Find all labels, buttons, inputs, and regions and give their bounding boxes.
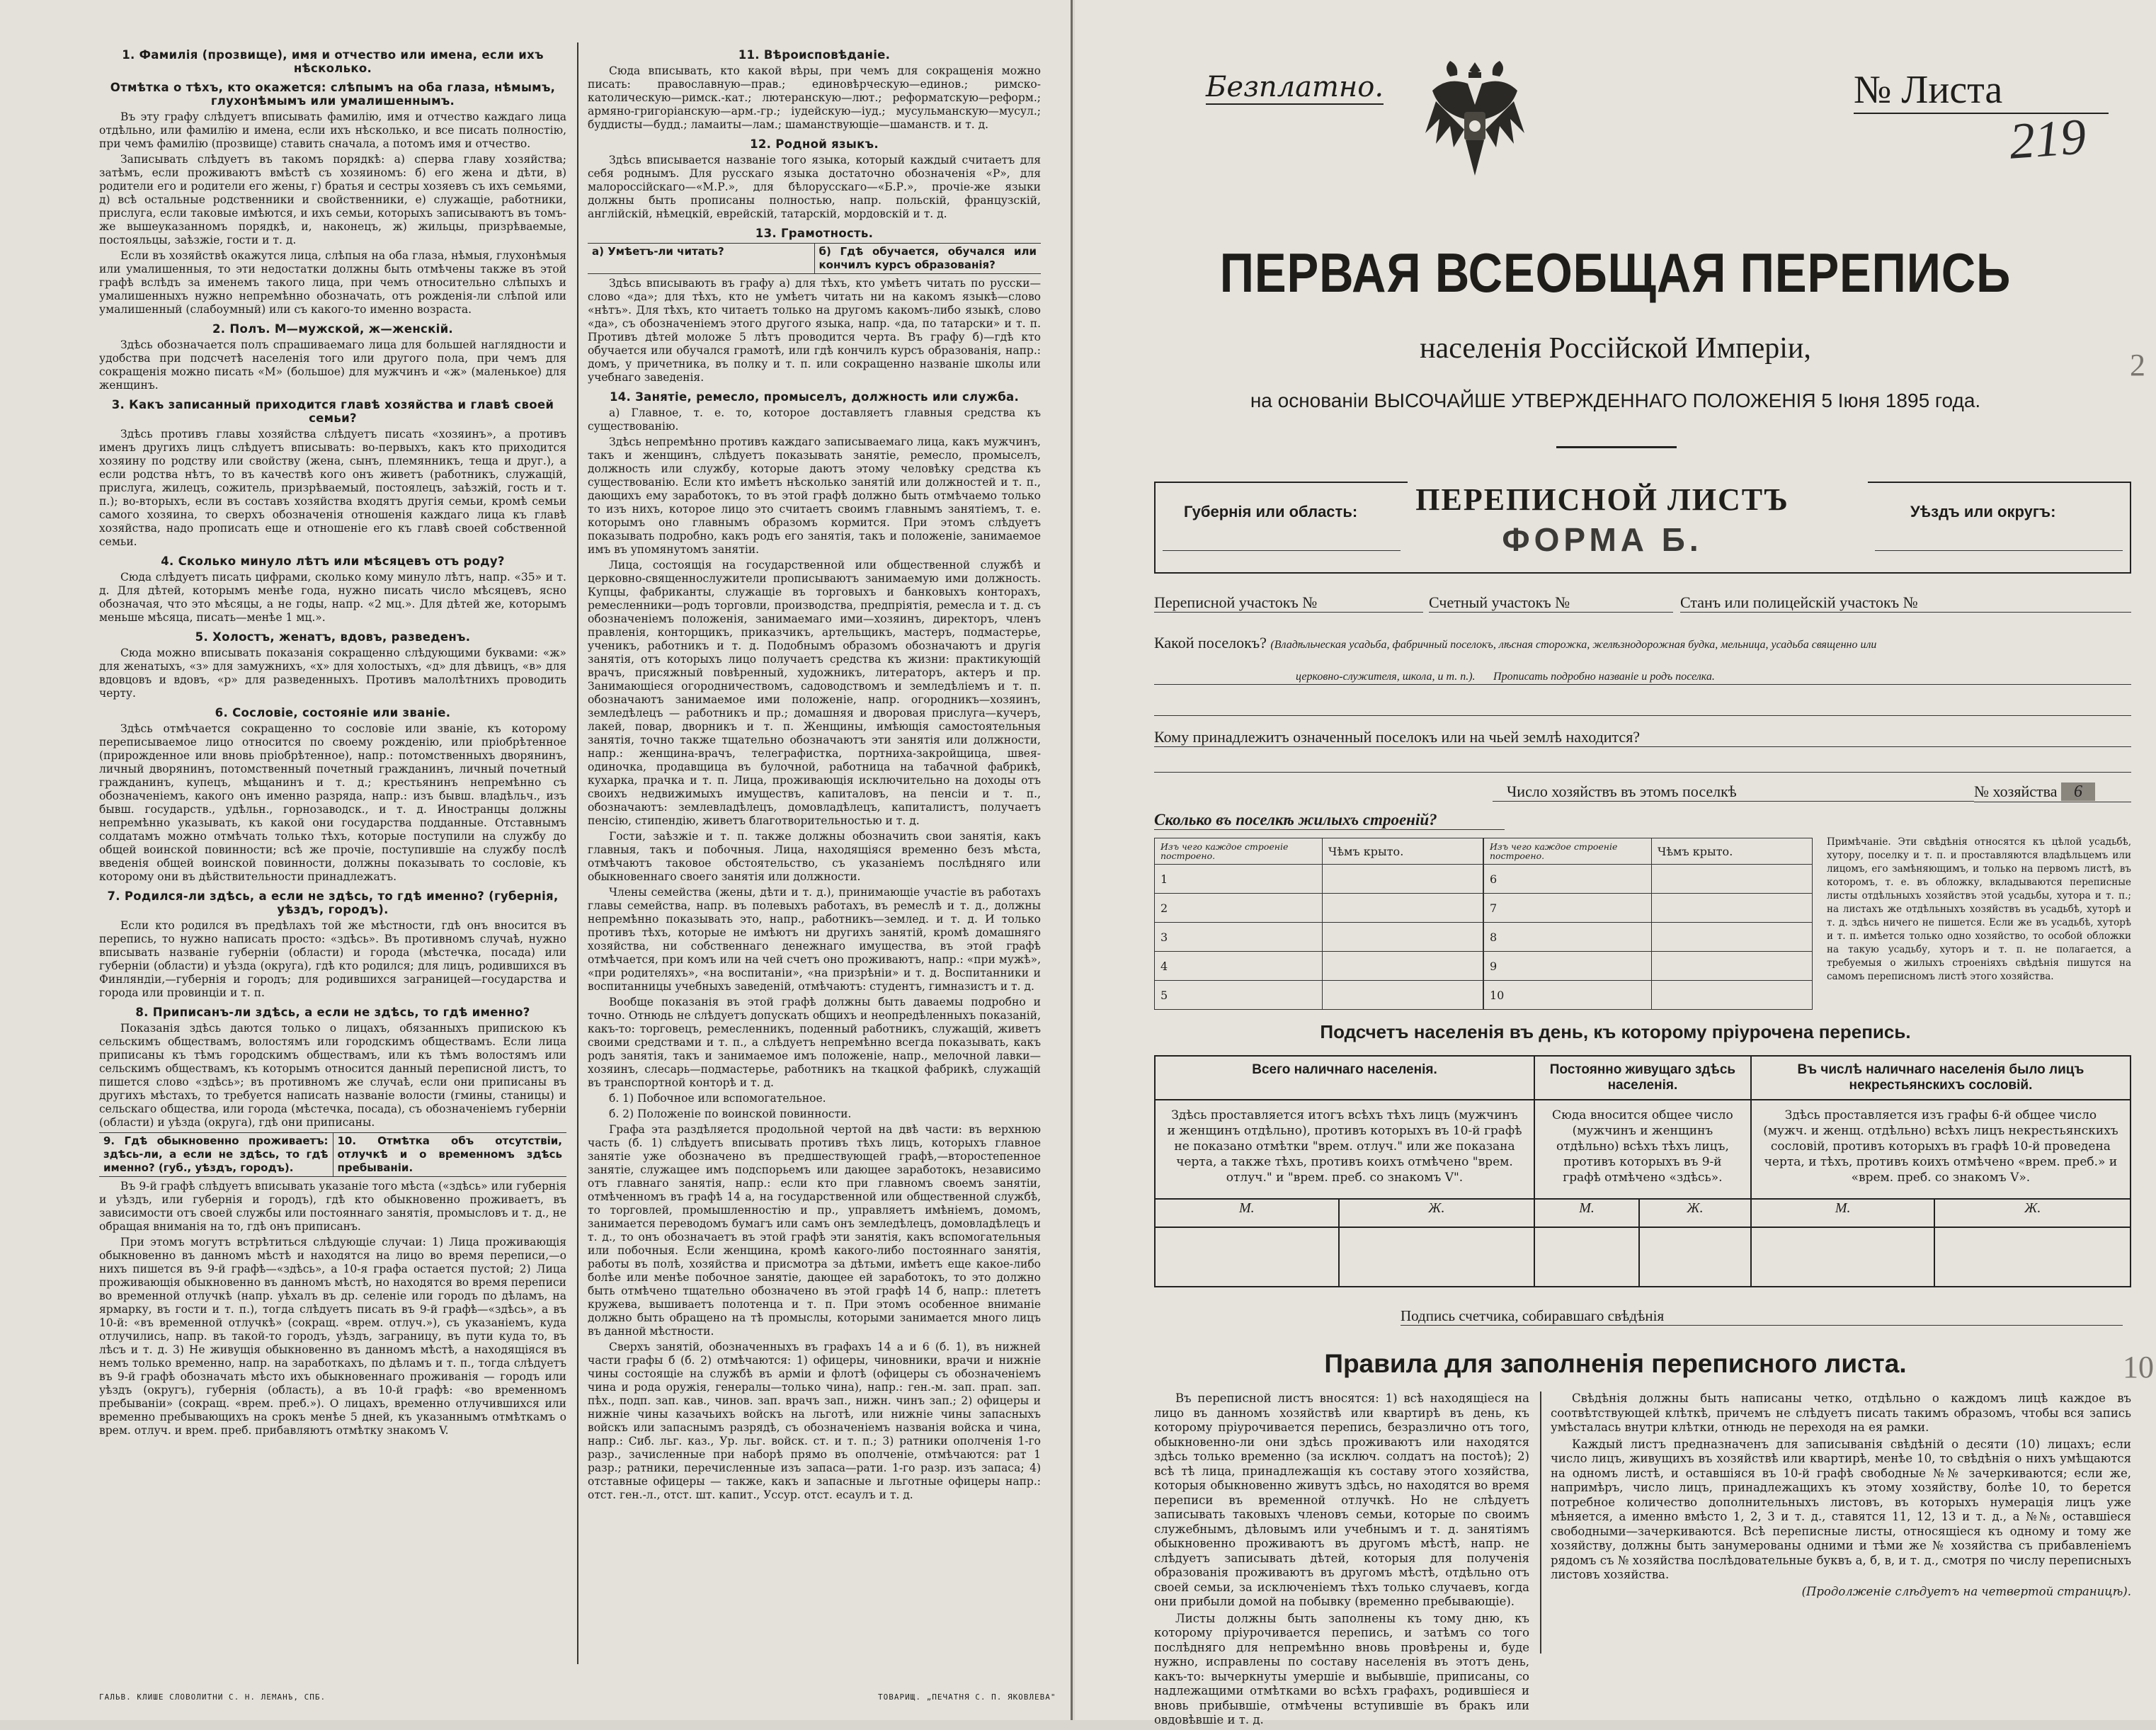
instruction-paragraph: Здѣсь отмѣчается сокращенно то сословіе или званіе, къ которому переписываемое лицо относится по своему рожденію, или пріобрѣтенное (прирожденное или вновь пріобрѣтенное), напр.: потомственныхъ дворянинъ, личный дворянинъ, потомственный почетный гражданинъ, личный почетный гражданинъ, купецъ, мѣщанинъ и т. д.; крестьянинъ непремѣнно съ обозначеніемъ, какого онъ именно разряда, напр.: изъ бывш. владѣльч., изъ бывш. государств., удѣльн., горнозаводск., и т. д. Иностранцы должны непремѣнно указывать, къ какой они государства подданные. Отставнымъ солдатамъ можно отмѣчать только тѣхъ, которые поступили на службу до общей воинской повинности; всѣ же прочіе, поступившіе на службу послѣ введенія общей воинской повинности, должны показывать то сословіе, къ которому они въ дѣйствительности принадлежатъ. [99, 722, 566, 883]
instruction-paragraph: Показанія здѣсь даются только о лицахъ, обязанныхъ припискою къ сельскимъ обществамъ, волостямъ или городскимъ обществамъ. Если лица приписаны къ тѣмъ городскимъ обществамъ, или къ тѣмъ волостямъ или сельскимъ обществамъ, къ которымъ относится данный переписной листъ, то пишется слово «здѣсь»; въ противномъ же случаѣ, если они приписаны въ другихъ мѣстахъ, то требуется написать названіе волости (гмины, станицы) и сельскаго общества, или города (мѣстечка, посада), съ обозначеніемъ губерніи (области) и уѣзда (округа), гдѣ они приписаны. [99, 1022, 566, 1129]
female-count-cell[interactable] [1639, 1227, 1751, 1287]
split-heading-left: 9. Гдѣ обыкновенно проживаетъ: здѣсь-ли, а если не здѣсь, то гдѣ именно? (губ., уѣздъ, городъ). [99, 1133, 333, 1176]
split-heading [588, 243, 1041, 274]
section-heading: 14. Занятіе, ремесло, промыселъ, должность или служба. [609, 390, 1020, 404]
gubernia-box[interactable] [1154, 482, 1408, 574]
roof-cell[interactable] [1652, 923, 1813, 952]
census-subtitle: населенія Россійской Имперіи, [1420, 332, 1811, 365]
roof-header: Чѣмъ крыто. [1323, 838, 1483, 865]
section-heading: 6. Сословіе, состояніе или званіе. [215, 706, 451, 719]
material-header: Изъ чего каждое строеніе построено. [1484, 838, 1652, 865]
table-row[interactable] [1484, 894, 1813, 923]
rules-column-left [1154, 1392, 1529, 1730]
free-label: Безплатно. [1206, 71, 1384, 103]
settlement-hint-3: Прописать подробно названіе и родъ поселка. [1493, 671, 1715, 683]
counting-area-label: Счетный участокъ № [1429, 593, 1570, 611]
male-count-cell[interactable] [1155, 1227, 1339, 1287]
census-title: ПЕРВАЯ ВСЕОБЩАЯ ПЕРЕПИСЬ [1219, 241, 2012, 304]
owner-field[interactable] [1154, 728, 2131, 747]
female-header: Ж. [1639, 1199, 1751, 1227]
row-number: 4 [1155, 952, 1323, 981]
section-heading: 7. Родился-ли здѣсь, а если не здѣсь, то гдѣ именно? (губернія, уѣздъ, городъ). [107, 889, 559, 916]
row-number: 5 [1155, 981, 1323, 1010]
roof-cell[interactable] [1652, 981, 1813, 1010]
instruction-paragraph: Здѣсь противъ главы хозяйства слѣдуетъ писать «хозяинъ», а противъ именъ другихъ лицъ слѣдуетъ вписывать: во-первыхъ, какъ кто приходится хозяину по родству или свойству (жена, сынъ, племянникъ, теща и друг.), а если родства нѣтъ, то въ качествѣ кого онъ живетъ (работникъ, служащій, прислуга, жилецъ, сожитель, призрѣваемый, постоялецъ, заѣзжій, гость и т. п.); во-вторыхъ, если въ составъ хозяйства входятъ другія семьи, кромѣ семьи самого хозяина, то сверхъ обозначенія отношенія каждаго лица къ главѣ хозяйства, надо прописать еще и отношеніе его къ главѣ своей собственной семьи. [99, 428, 566, 548]
table-row[interactable] [1155, 952, 1483, 981]
table-row[interactable] [1484, 952, 1813, 981]
settlement-blank-line[interactable] [1154, 701, 2131, 716]
signature-label: Подпись счетчика, собиравшаго свѣдѣнія [1401, 1307, 1665, 1324]
count-col-instruction: Здѣсь проставляется изъ графы 6-й общее число (мужч. и женщ. отдѣльно) всѣхъ лицъ некрестьянскихъ сословій, противъ которыхъ въ графѣ 10-й проведена черта, и тѣхъ, противъ коихъ отмѣчено «врем. преб.» и «врем. преб. со знакомъ V». [1751, 1100, 2131, 1199]
row-number: 2 [1155, 894, 1323, 923]
section-heading: 12. Родной языкъ. [750, 137, 879, 151]
material-header: Изъ чего каждое строеніе построено. [1155, 838, 1323, 865]
roof-cell[interactable] [1652, 865, 1813, 894]
rules-continuation: (Продолженіе слѣдуетъ на четвертой страницѣ). [1801, 1584, 2131, 1598]
roof-cell[interactable] [1323, 865, 1483, 894]
buildings-field[interactable] [1154, 811, 1505, 830]
instruction-paragraph: а) Главное, т. е. то, которое доставляетъ главныя средства къ существованію. [588, 406, 1041, 433]
row-number: 10 [1484, 981, 1652, 1010]
households-field[interactable] [1493, 783, 1974, 802]
instruction-paragraph: Въ 9-й графѣ слѣдуетъ вписывать указаніе того мѣста («здѣсь» или губернія и уѣздъ, или губернія и городъ), гдѣ кто обыкновенно проживаетъ, въ зависимости отъ своей службы или постояннаго занятія, промысловъ и т. д., не обращая вниманія на то, гдѣ онъ приписанъ. [99, 1180, 566, 1233]
instruction-paragraph: Лица, состоящія на государственной или общественной службѣ и церковно-священнослужители прописываютъ занимаемую ими должность. Купцы, фабриканты, служащіе въ торговыхъ и банковыхъ конторахъ, ремесленники—родъ торговли, производства, предпріятія, ремесла и т. д. съ обозначеніемъ положенія, занимаемаго ими—хозяинъ, директоръ, членъ правленія, конторщикъ, приказчикъ, артельщикъ, мастеръ, подмастерье, ученикъ, работникъ и т. д. Подобнымъ образомъ обозначаютъ и другія занятія, отъ которыхъ лицо получаетъ средства къ жизни: практикующій врачъ, присяжный повѣренный, художникъ, литераторъ, актеръ и пр. Занимающіеся огородничествомъ, садоводствомъ и земледѣліемъ и т. п. обозначаютъ занимаемое ими положеніе, напр. огородникъ—хозяинъ, земледѣлецъ — работникъ и пр.; домашняя и дворовая прислуга—кучеръ, лакей, повар, дворникъ и т. п. Женщины, имѣющія самостоятельныя занятія, точно также тщательно обозначаютъ эти занятія или должности, напр.: женщина-врачъ, телеграфистка, портниха-закройщица, швея-одиночка, продавщица въ булочной, работница на табачной фабрикѣ, кухарка, прачка и т. п. Лица, проживающія исключительно на доходы отъ своихъ недвижимыхъ имуществъ, капиталовъ, на пенсіи и т. п., обозначаютъ: землевладѣлецъ, домовладѣлецъ, капиталистъ, получаетъ пенсію, стипендію, живетъ благотворительностью и т. д. [588, 559, 1041, 827]
table-row[interactable] [1484, 865, 1813, 894]
section-heading: 11. Вѣроисповѣданіе. [738, 48, 891, 62]
instruction-paragraph: Если кто родился въ предѣлахъ той же мѣстности, гдѣ онъ вносится въ перепись, то нужно написать просто: «здѣсь». Въ противномъ случаѣ, нужно вписывать названіе губерніи (области) и города (мѣстечка, посада) или губерніи (области) и уѣзда (округа), гдѣ кто родился; для лицъ, родившихся въ Финляндіи,—губернія и городъ; для родившихся заграницей—государства и города или провинціи и т. п. [99, 919, 566, 999]
female-header: Ж. [1934, 1199, 2131, 1227]
instruction-paragraph: Здѣсь обозначается полъ спрашиваемаго лица для большей наглядности и удобства при подсчетѣ населенія того или другого пола, при чемъ для сокращенія можно писать «М» (большое) для мужчинъ и «ж» (маленькое) для женщинъ. [99, 338, 566, 392]
instruction-paragraph: б. 2) Положеніе по воинской повинности. [609, 1108, 852, 1120]
uezd-line [1875, 550, 2123, 551]
row-number: 7 [1484, 894, 1652, 923]
row-number: 3 [1155, 923, 1323, 952]
settlement-label: Какой поселокъ? [1154, 634, 1267, 651]
instruction-paragraph: Сюда слѣдуетъ писать цифрами, сколько кому минуло лѣтъ, напр. «35» и т. д. Для дѣтей, которымъ менѣе года, нужно писать число мѣсяцевъ, ясно обозначая, что это мѣсяцы, а не годы, напр. «2 мц.». Для дѣтей же, которымъ меньше мѣсяца, писать—менѣе 1 мц.». [99, 571, 566, 624]
instruction-paragraph: Сюда можно вписывать показанія сокращенно слѣдующими буквами: «ж» для женатыхъ, «з» для замужнихъ, «х» для холостыхъ, «д» для дѣвицъ, «в» для вдовцовъ и вдовъ, «р» для разведенныхъ. Противъ малолѣтнихъ проводить черту. [99, 647, 566, 700]
uezd-label: Уѣздъ или округъ: [1910, 503, 2056, 520]
owner-blank-line[interactable] [1154, 758, 2131, 773]
instruction-paragraph: Здѣсь непремѣнно противъ каждаго записываемаго лица, какъ мужчинъ, такъ и женщинъ, слѣдуетъ показывать занятіе, ремесло, промыселъ, должность или службу, которые даютъ этому человѣку средства къ существованію. Если кто имѣетъ нѣсколько занятій или должностей и т. п., дающихъ ему заработокъ, то въ этой графѣ должно быть отмѣчаемо только то изъ нихъ, которое лицо это считаетъ своимъ главнымъ занятіемъ, т. е. которымъ оно главнымъ образомъ кормится. При этомъ слѣдуетъ показывать подробно, какъ родъ его занятія, такъ и положеніе, занимаемое имъ въ упомянутомъ занятіи. [588, 436, 1041, 556]
printer-imprint-left: ГАЛЬВ. КЛИШЕ СЛОВОЛИТНИ С. Н. ЛЕМАНЪ, СПБ. [99, 1692, 326, 1702]
sheet-number-label: № Листа [1854, 68, 2003, 112]
form-title: ПЕРЕПИСНОЙ ЛИСТЪ [1415, 482, 1789, 517]
row-number: 9 [1484, 952, 1652, 981]
instructions-column-2 [588, 42, 1041, 1664]
count-col-header: Въ числѣ наличнаго населенія было лицъ некрестьянскихъ сословій. [1751, 1056, 2131, 1100]
male-header: М. [1534, 1199, 1639, 1227]
count-col-instruction: Здѣсь проставляется итогъ всѣхъ тѣхъ лицъ (мужчинъ и женщинъ отдѣльно), противъ которыхъ въ 10-й графѣ не показано отмѣтки "врем. отлуч." или же показана черта, а также тѣхъ, противъ коихъ отмѣчено "врем. отлуч." и "врем. преб. со знакомъ V". [1155, 1100, 1534, 1199]
owner-label: Кому принадлежитъ означенный поселокъ или на чьей землѣ находится? [1154, 728, 1641, 746]
instruction-paragraph: б. 1) Побочное или вспомогательное. [609, 1092, 826, 1105]
uezd-box[interactable] [1868, 482, 2131, 574]
census-legal-basis: на основаніи ВЫСОЧАЙШЕ УТВЕРЖДЕННАГО ПОЛОЖЕНІЯ 5 Іюня 1895 года. [1250, 389, 1981, 411]
instructions-column-1 [99, 42, 566, 1664]
instruction-paragraph: Гости, заѣзжіе и т. п. также должны обозначить свои занятія, какъ главныя, такъ и побочныя. Лица, находящіяся временно безъ мѣста, отмѣчаютъ таковое обстоятельство, съ указаніемъ послѣдняго или обыкновеннаго своего занятія или должности. [588, 830, 1041, 883]
instruction-paragraph: Сюда вписывать, кто какой вѣры, при чемъ для сокращенія можно писать: православную—прав.; единовѣрческую—единов.; римско-католическую—римск.-кат.; лютеранскую—лют.; реформатскую—реформ.; армяно-григоріанскую—арм.-гр.; іудейскую—іуд.; мусульманскую—мусул.; буддисты—будд.; ламаиты—лам.; шаманствующіе—шаманств. и т. д. [588, 64, 1041, 131]
row-number: 8 [1484, 923, 1652, 952]
sheet-number-field[interactable] [1854, 67, 2109, 114]
counting-area-field[interactable] [1429, 593, 1673, 613]
instruction-paragraph: Сверхъ занятій, обозначенныхъ въ графахъ 14 а и 6 (б. 1), въ нижней части графы б (б. 2) отмѣчаются: 1) офицеры, чиновники, врачи и нижніе чины состоящіе на службѣ въ армiи и флотѣ (офицеры съ обозначеніемъ чина и рода оружія, генералы—только чина), напр.: ген.-м. зап. прап. зап. пѣх., подп. зап. кав., чинов. зап. врачъ зап., нижн. чинъ зап.; 2) офицеры и нижніе чины казачьихъ войскъ на льготѣ, или нижніе чины запасныхъ войскъ или запаснымъ разрядѣ, съ обозначеніемъ названія войска и чина, напр.: Сиб. льг. каз., Ур. льг. войск. ст. и т. п.; 3) ратники ополченія 1-го разр., зачисленные при наборѣ прямо въ ополченіе, отмѣчаются: рат 1 разр.; ратники, перечисленные изъ запаса—рати. 1-го разр. изъ запаса; 4) отставные офицеры — также, какъ и запасные и льготные офицеры напр.: отст. ген.-л., отст. шт. капит., Уссур. отст. есаулъ и т. д. [588, 1341, 1041, 1501]
handwritten-sheet-number: 219 [2007, 108, 2088, 170]
split-heading-left: а) Умѣетъ-ли читать? [588, 244, 815, 273]
instruction-paragraph: Члены семейства (жены, дѣти и т. д.), принимающіе участіе въ работахъ главы семейства, напр. въ полевыхъ работахъ, въ ремеслѣ и т. д., должны непремѣнно показывать это, напр., работникъ—землед. и т. д. И только противъ тѣхъ, которые не имѣютъ ни другихъ занятій, кромѣ домашняго хозяйства, ни собственнаго денежнаго имущества, въ этой графѣ отмѣчается, при комъ или на чей счетъ оно проживаютъ, напр.: «при мужѣ», «при родителяхъ», «на воспитаніи», «на призрѣніи» и т. д. Воспитанники и воспитанницы учебныхъ заведеній, отмѣчаютъ: студентъ, гимназистъ и т. д. [588, 886, 1041, 993]
roof-cell[interactable] [1652, 952, 1813, 981]
rules-column-right [1551, 1392, 2131, 1599]
split-heading-right: б) Гдѣ обучается, обучался или кончилъ курсъ образованія? [819, 245, 1037, 271]
section-heading: 8. Приписанъ-ли здѣсь, а если не здѣсь, то гдѣ именно? [135, 1006, 530, 1019]
settlement-hint-2: церковно-служителя, школа, и т. п.). [1296, 671, 1476, 683]
male-count-cell[interactable] [1534, 1227, 1639, 1287]
gubernia-label: Губернія или область: [1184, 503, 1358, 520]
female-header: Ж. [1339, 1199, 1534, 1227]
roof-cell[interactable] [1323, 952, 1483, 981]
double-headed-eagle-emblem [1422, 48, 1528, 183]
table-row[interactable] [1155, 923, 1483, 952]
count-col-header: Всего наличнаго населенія. [1155, 1056, 1534, 1100]
instruction-paragraph: Здѣсь вписывають въ графу а) для тѣхъ, кто умѣетъ читать по русски—слово «да»; для тѣхъ, кто не умѣетъ читать ни на какомъ языкѣ—слово «нѣтъ». Для тѣхъ, кто читаетъ только на другомъ какомъ-либо языкѣ, слово «да», съ обозначеніемъ этого другого языка, напр. «да, по татарски» и т. п. Противъ дѣтей моложе 5 лѣтъ проводится черта. Въ графу б)—гдѣ кто обучается или обучался грамотѣ, или гдѣ кончилъ курсъ образованія, напр.: домъ, у причетника, въ полку и т. п. или сокращенно названіе школы или учебнаго заведенія. [588, 277, 1041, 384]
table-row[interactable] [1155, 981, 1483, 1010]
section-heading: 4. Сколько минуло лѣтъ или мѣсяцевъ отъ роду? [161, 554, 505, 568]
section-heading: 1. Фамилія (прозвище), имя и отчество или имена, если ихъ нѣсколько. [122, 48, 544, 75]
table-row[interactable] [1155, 865, 1483, 894]
household-number-label: № хозяйства [1974, 783, 2058, 800]
section-heading: Отмѣтка о тѣхъ, кто окажется: слѣпымъ на оба глаза, нѣмымъ, глухонѣмымъ или умалишеннымъ. [110, 81, 556, 108]
male-header: М. [1751, 1199, 1935, 1227]
rules-title: Правила для заполненія переписного листа. [1324, 1349, 1907, 1378]
margin-number: 2 [2130, 348, 2145, 382]
instruction-paragraph: При этомъ могутъ встрѣтиться слѣдующіе случаи: 1) Лица проживающія обыкновенно въ данномъ мѣстѣ и находятся на лицо во время переписи,—о нихъ пишется въ 9-й графѣ—«здѣсь», а 10-я графа остается пустой; 2) Лица проживающія обыкновенно въ данномъ мѣстѣ, но находятся во время переписи во временной отлучкѣ (напр. уѣхалъ въ др. селеніе или городъ по дѣламъ, на ярмарку, въ гости и т. п.), тогда слѣдуетъ писать въ 9-й графѣ—«здѣсь», а въ 10-й: «въ временной отлучкѣ» (сокращ. «врем. отлуч.»), съ указаніемъ, куда отлучились, напр. въ такой-то городъ, уѣздъ, заграницу, въ пути куда то, въ лѣсъ и т. д. 3) Не живущія обыкновенно въ данномъ мѣстѣ, а находящіяся въ немъ только временно, напр. на заработкахъ, по дѣламъ и т. п., тогда слѣдуетъ въ 9-й графѣ обозначать мѣсто ихъ обыкновеннаго проживанія — городъ или уѣздъ (округъ), губернія (область), а въ 10-й графѣ: «во временномъ пребываніи» (сокращ. «врем. преб.»). О лицахъ, временно отлучившихся или временно пребывающихъ на срокъ менѣе 5 дней, къ указаннымъ отмѣткамъ о врем. отлуч. и врем. преб. прибавляютъ отмѣтку знакомъ V. [99, 1236, 566, 1437]
table-row[interactable] [1155, 894, 1483, 923]
settlement-hint: (Владѣльческая усадьба, фабричный поселокъ, лѣсная сторожка, желѣзнодорожная будка, мельница, усадьба священно или [1270, 639, 1877, 651]
section-heading: 3. Какъ записанный приходится главѣ хозяйства и главѣ своей семьи? [111, 398, 554, 425]
roof-cell[interactable] [1323, 981, 1483, 1010]
margin-number: 10 [2123, 1350, 2154, 1384]
table-row[interactable] [1484, 981, 1813, 1010]
census-area-field[interactable] [1154, 593, 1423, 613]
stan-label: Станъ или полицейскій участокъ № [1680, 593, 1918, 611]
roof-cell[interactable] [1652, 894, 1813, 923]
right-page [1075, 0, 2156, 1726]
section-heading: 13. Грамотность. [755, 227, 874, 240]
split-heading [99, 1132, 566, 1177]
title-rule [1556, 446, 1677, 448]
left-page [0, 0, 1073, 1720]
section-heading: 5. Холостъ, женатъ, вдовъ, разведенъ. [195, 630, 471, 644]
enumerator-signature-field[interactable] [1401, 1307, 2123, 1326]
instruction-paragraph: Въ эту графу слѣдуетъ вписывать фамилію, имя и отчество каждаго лица отдѣльно, или фамилію и имена, если ихъ нѣсколько, и все писать полностію, при чемъ фамилію (прозвище) ставить сначала, а потомъ имя и отчество. [99, 110, 566, 150]
row-number: 6 [1484, 865, 1652, 894]
buildings-table-left [1154, 838, 1483, 1010]
household-number-field[interactable] [1974, 783, 2131, 802]
printer-imprint-right: ТОВАРИЩ. „ПЕЧАТНЯ С. П. ЯКОВЛЕВА" [878, 1692, 1056, 1702]
form-letter: ФОРМА Б. [1502, 521, 1703, 558]
table-row[interactable] [1484, 923, 1813, 952]
male-count-cell[interactable] [1751, 1227, 1935, 1287]
buildings-table-right [1483, 838, 1813, 1010]
male-header: М. [1155, 1199, 1339, 1227]
stan-field[interactable] [1680, 593, 2131, 613]
roof-header: Чѣмъ крыто. [1652, 838, 1813, 865]
rules-paragraph: Въ переписной листъ вносятся: 1) всѣ находящіеся на лицо въ данномъ хозяйствѣ или квартирѣ въ день, къ которому пріурочивается перепись, безразлично отъ того, обыкновенно-ли они здѣсь проживаютъ или находятся здѣсь только временно (за исключ. солдатъ на постоѣ); 2) всѣ тѣ лица, принадлежащія къ составу этого хозяйства, которыя обыкновенно живутъ здѣсь, но находятся во время переписи въ временной отлучкѣ. Но не слѣдуетъ записывать таковыхъ членовъ семьи, которые по своимъ служебнымъ, дѣловымъ или учебнымъ и т. д. занятіямъ обыкновенно проживаютъ въ другомъ мѣстѣ, напр. не слѣдуетъ записывать дѣтей, которыя для полученія образованія проживаютъ въ другомъ мѣстѣ, отдѣльно отъ своей семьи, за исключеніемъ тѣхъ только случаевъ, когда они прибыли домой на побывку (временно пребывающіе). [1154, 1392, 1529, 1608]
instruction-paragraph: Вообще показанія въ этой графѣ должны быть даваемы подробно и точно. Отнюдь не слѣдуетъ допускать общихъ и неопредѣленныхъ показаній, какъ-то: торговецъ, ремесленникъ, поденный работникъ, служащій, живетъ своими средствами и т. п., а слѣдуетъ непремѣнно всегда показывать, какъ родъ занятія, такъ и занимаемое имъ положеніе, напр., мелочной лавки—хозяинъ, слесарь—подмастерье, работникъ на ткацкой фабрикѣ, служащій въ транспортной конторѣ и т. д. [588, 996, 1041, 1089]
census-area-label: Переписной участокъ № [1154, 593, 1318, 611]
instruction-paragraph: Записывать слѣдуетъ въ такомъ порядкѣ: а) сперва главу хозяйства; затѣмъ, если проживаютъ вмѣстѣ съ хозяиномъ: б) его жена и дѣти, в) родители его и родители его жены, г) братья и сестры хозяевъ съ ихъ семьями, д) всѣ остальные родственники и свойственники, е) служащіе, работники, прислуга, если таковые имѣются, и ихъ семьи, которыхъ записываютъ въ томъ-же вышеуказанномъ порядкѣ, и, наконецъ, ж) жильцы, призрѣваемые, постояльцы, заѣзжіе, гости и т. д. [99, 153, 566, 246]
form-title-block [1404, 482, 1801, 559]
instruction-paragraph: Здѣсь вписывается названіе того языка, который каждый считаетъ для себя роднымъ. Для русскаго языка достаточно обозначенія «Р», для малороссійскаго—«М.Р.», для бѣлорусскаго—«Б.Р.», прочіе-же языки должны быть прописаны полностью, напр. польскій, французскій, англійскій, нѣмецкій, еврейскій, татарскій, мордовскій и т. д. [588, 154, 1041, 220]
rules-paragraph: Каждый листъ предназначенъ для записыванія свѣдѣній о десяти (10) лицахъ; если число лицъ, живущихъ въ хозяйствѣ или квартирѣ, менѣе 10, то свѣдѣнія о нихъ умѣщаются на одномъ листѣ, и оставшіяся въ 10-й графѣ свободные №№ зачеркиваются; если же, напримѣръ, число лицъ, принадлежащихъ къ этому хозяйству, болѣе 10, то берется потребное количество дополнительныхъ листовъ, въ которыхъ нумерація лицъ уже мѣняется, а именно вмѣсто 1, 2, 3 и т. д., ставятся 11, 12, 13 и т. д., а №№, оставшіеся свободными—зачеркиваются. Всѣ переписные листы, относящіеся къ одному и тому же хозяйству, должны быть занумерованы одними и тѣми же № хозяйства съ прибавленіемъ рядомъ съ № хозяйства послѣдовательные буквъ а, б, в, и т. д., смотря по числу переписныхъ листовъ хозяйства. [1551, 1437, 2131, 1581]
buildings-note: Примѣчаніе. Эти свѣдѣнія относятся къ цѣлой усадьбѣ, хутору, поселку и т. п. и проставляются владѣльцемъ или лицомъ, его замѣняющимъ, и только на первомъ листѣ, въ которомъ, т. е. въ обложку, вкладываются переписные листы отдѣльныхъ хозяйствъ этой усадьбы, хутора и т. п.; на листахъ же отдѣльныхъ хозяйствъ въ усадьбѣ, хуторѣ и т. д. здѣсь ничего не пишется. Если же въ усадьбѣ, хуторѣ и т. п. имѣется только одно хозяйство, то особой обложки на такую усадьбу, хуторъ и т. п. не полагается, а требуемыя о жилыхъ строеніяхъ свѣдѣнія пишутся на самомъ переписномъ листѣ этого хозяйства. [1827, 836, 2131, 982]
roof-cell[interactable] [1323, 923, 1483, 952]
settlement-field[interactable] [1154, 634, 2131, 652]
section-heading: 2. Полъ. М—мужской, ж—женскій. [212, 322, 453, 336]
gubernia-line [1163, 550, 1401, 551]
split-heading-right: 10. Отмѣтка объ отсутствіи, отлучкѣ и о временномъ здѣсь пребываніи. [337, 1134, 562, 1174]
count-col-instruction: Сюда вносится общее число (мужчинъ и женщинъ отдѣльно) всѣхъ тѣхъ лицъ, противъ которыхъ въ 9-й графѣ отмѣчено «здѣсь». [1534, 1100, 1751, 1199]
rules-paragraph: Листы должны быть заполнены къ тому дню, къ которому пріурочивается перепись, и затѣмъ со того послѣдняго для непремѣнно вновь провѣрены и, буде нужно, исправлены по составу населенія въ этотъ день, какъ-то: вычеркнуты умершіе и выбывшіе, приписаны, со надлежащими отмѣтками во всѣхъ графахъ, родившіеся и вновь прибывшіе, отмѣчены вступившіе въ бракъ или овдовѣвшіе и т. д. [1154, 1611, 1529, 1726]
count-col-header: Постоянно живущаго здѣсь населенія. [1534, 1056, 1751, 1100]
instruction-paragraph: Графа эта раздѣляется продольной чертой на двѣ части: въ верхнюю часть (б. 1) слѣдуетъ вписывать противъ тѣхъ лицъ, которыхъ главное занятіе уже обозначено въ предшествующей графѣ,—второстепенное занятіе, служащее имъ подспорьемъ или дающее заработокъ, независимо отъ главнаго занятія, напр.: если кто при главномъ своемъ занятіи, отмѣченномъ въ графѣ 14 а, на государственной или общественной службѣ, то торговлей, промышленностію и пр., управляетъ имѣніемъ, домомъ, занимается переводомъ бумагъ или самъ онъ земледѣлецъ, домовладѣлецъ и т. д., то онъ обозначаетъ въ этой графѣ эти занятія, какъ вспомогательныя или побочныя. Если женщина, кромѣ какого-либо постояннаго занятія, работы въ полѣ, хозяйства и присмотра за дѣтьми, имѣетъ еще какое-либо болѣе или менѣе побочное занятіе, дающее ей заработокъ, то это должно быть отмѣчено тщательно обозначено въ этой графѣ 14 б, напр.: плететъ кружева, вышиваетъ полотенца и т. п. При этомъ особенное вниманіе должно быть обращено на тѣ промыслы, которыми занимается много лицъ въ данной мѣстности. [588, 1123, 1041, 1338]
header-bottom-rule [1154, 572, 2131, 574]
buildings-label: Сколько въ поселкѣ жилыхъ строеній? [1154, 811, 1437, 829]
households-label: Число хозяйствъ въ этомъ поселкѣ [1507, 783, 1737, 800]
column-divider [577, 42, 578, 1664]
household-number-value: 6 [2061, 783, 2095, 801]
settlement-field-line2[interactable] [1154, 666, 2131, 685]
female-count-cell[interactable] [1339, 1227, 1534, 1287]
population-count-title: Подсчетъ населенія въ день, къ которому пріурочена перепись. [1320, 1021, 1911, 1042]
rules-divider [1540, 1392, 1541, 1654]
rules-paragraph: Свѣдѣнія должны быть написаны четко, отдѣльно о каждомъ лицѣ каждое въ соотвѣтствующей клѣткѣ, причемъ не слѣдуетъ писать такимъ образомъ, чтобы вся запись умѣсталась внутри клѣтки, отнюдь не переходя на ея рамки. [1551, 1392, 2131, 1434]
population-count-table [1154, 1055, 2131, 1287]
row-number: 1 [1155, 865, 1323, 894]
female-count-cell[interactable] [1934, 1227, 2131, 1287]
roof-cell[interactable] [1323, 894, 1483, 923]
instruction-paragraph: Если въ хозяйствѣ окажутся лица, слѣпыя на оба глаза, нѣмыя, глухонѣмыя или умалишенныя, то эти недостатки должны быть отмѣчены также въ этой графѣ вслѣдъ за именемъ такого лица, при чемъ относительно слѣпыхъ и умалишенныхъ нужно непремѣнно обозначать, отъ рожденія-ли слѣпой или умалишенный (слабоумный) или съ какого-то именно возраста. [99, 249, 566, 316]
